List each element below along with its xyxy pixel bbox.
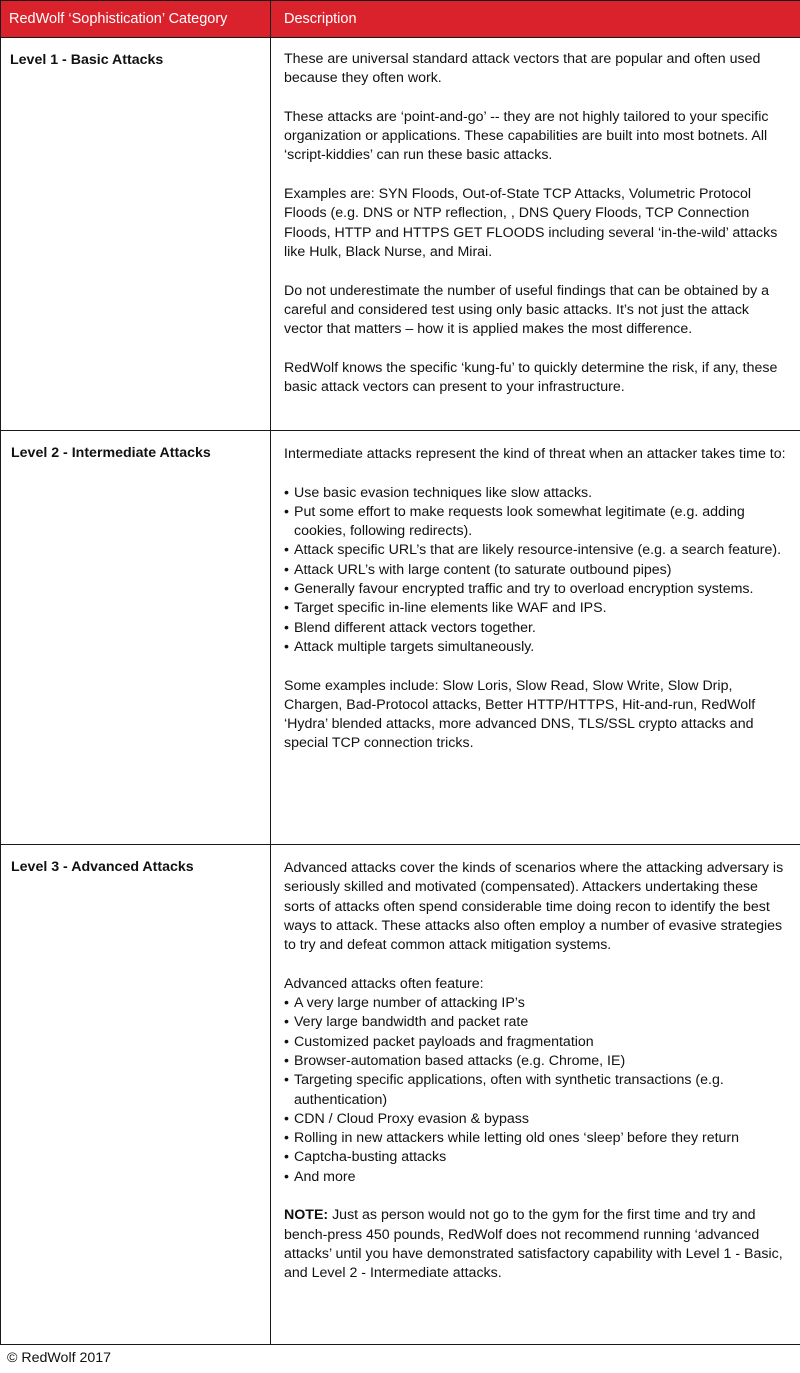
list-item: • Use basic evasion techniques like slow attacks. bbox=[284, 484, 790, 503]
bullet-icon: • bbox=[284, 503, 289, 520]
list-item: • Generally favour encrypted traffic and try to overload encryption systems. bbox=[284, 580, 790, 599]
level-2-examples: Some examples include: Slow Loris, Slow Read, Slow Write, Slow Drip, Chargen, Bad-Protocol attacks, Better HTTP/HTTPS, Hit-and-run, RedWolf ‘Hydra’ blended attacks, more advanced DNS, TLS/SSL crypto attacks and special TCP connection tricks. bbox=[284, 677, 756, 752]
bullet-icon: • bbox=[284, 581, 289, 598]
bullet-icon: • bbox=[284, 995, 289, 1012]
list-item: • Attack URL’s with large content (to saturate outbound pipes) bbox=[284, 561, 790, 580]
level-3-bullet-list bbox=[284, 994, 790, 1187]
level-3-label: Level 3 - Advanced Attacks bbox=[1, 845, 271, 1345]
level-1-description bbox=[271, 38, 800, 431]
level-1-paragraph: RedWolf knows the specific ‘kung-fu’ to quickly determine the risk, if any, these basic attack vectors can present to your infrastructure. bbox=[284, 359, 778, 396]
table-row-level-3 bbox=[1, 845, 800, 1345]
table-row-level-2 bbox=[1, 431, 800, 845]
column-header-category: RedWolf ‘Sophistication’ Category bbox=[1, 1, 271, 38]
table-header-row bbox=[1, 1, 800, 38]
bullet-icon: • bbox=[284, 1052, 289, 1069]
level-1-examples: Examples are: SYN Floods, Out-of-State TCP Attacks, Volumetric Protocol Floods (e.g. DNS or NTP reflection, , DNS Query Floods, TCP Connection Floods, HTTP and HTTPS GET FLOODS including several ‘in-the-wild’ attacks like Hulk, Black Nurse, and Mirai. bbox=[284, 186, 778, 260]
bullet-icon: • bbox=[284, 600, 289, 617]
list-item: • Targeting specific applications, often with synthetic transactions (e.g. authentication) bbox=[284, 1072, 724, 1108]
level-3-description bbox=[271, 845, 800, 1345]
bullet-icon: • bbox=[284, 561, 289, 578]
level-3-intro: Advanced attacks cover the kinds of scenarios where the attacking adversary is seriously skilled and motivated (compensated). Attackers undertaking these sorts of attacks often spend considerable time doing recon to identify the best ways to attack. These attacks also often employ a number of evasive strategies to try and defeat common attack mitigation systems. bbox=[284, 860, 784, 954]
level-2-bullet-list bbox=[284, 484, 790, 658]
list-item: • Attack multiple targets simultaneously. bbox=[284, 638, 790, 657]
bullet-icon: • bbox=[284, 1072, 289, 1089]
list-item: • Blend different attack vectors together. bbox=[284, 619, 790, 638]
list-item: • Attack specific URL’s that are likely resource-intensive (e.g. a search feature). bbox=[284, 541, 790, 560]
level-1-paragraph: These are universal standard attack vectors that are popular and often used because they often work. bbox=[284, 51, 761, 87]
bullet-icon: • bbox=[284, 1014, 289, 1031]
level-3-feature-heading: Advanced attacks often feature: bbox=[284, 975, 484, 992]
bullet-icon: • bbox=[284, 1033, 289, 1050]
bullet-icon: • bbox=[284, 619, 289, 636]
level-1-label: Level 1 - Basic Attacks bbox=[1, 38, 271, 431]
level-2-label: Level 2 - Intermediate Attacks bbox=[1, 431, 271, 845]
level-2-description bbox=[271, 431, 800, 845]
bullet-icon: • bbox=[284, 638, 289, 655]
list-item: • Put some effort to make requests look somewhat legitimate (e.g. adding cookies, following redirects). bbox=[284, 503, 745, 540]
level-1-paragraph: These attacks are ‘point-and-go’ -- they are not highly tailored to your specific organization or applications. These capabilities are built into most botnets. All ‘script-kiddies’ can run these basic attacks. bbox=[284, 108, 769, 164]
bullet-icon: • bbox=[284, 1110, 289, 1127]
list-item: • Customized packet payloads and fragmentation bbox=[284, 1033, 790, 1052]
column-header-description: Description bbox=[271, 1, 800, 38]
level-1-paragraph: Do not underestimate the number of useful findings that can be obtained by a careful and considered test using only basic attacks. It’s not just the attack vector that matters – how it is applied makes the most difference. bbox=[284, 282, 770, 338]
list-item: • Captcha-busting attacks bbox=[284, 1148, 790, 1167]
bullet-icon: • bbox=[284, 542, 289, 559]
level-2-intro: Intermediate attacks represent the kind of threat when an attacker takes time to: bbox=[284, 446, 786, 462]
bullet-icon: • bbox=[284, 1168, 289, 1185]
note-text: Just as person would not go to the gym for the first time and try and bench-press 450 pounds, RedWolf does not recommend running ‘advanced attacks’ until you have demonstrated satisfactory capability with Level 1 - Basic, and Level 2 - Intermediate attacks. bbox=[284, 1207, 783, 1282]
list-item: • A very large number of attacking IP’s bbox=[284, 994, 790, 1013]
list-item: • Target specific in-line elements like WAF and IPS. bbox=[284, 599, 790, 618]
bullet-icon: • bbox=[284, 484, 289, 501]
list-item: • Rolling in new attackers while letting old ones ‘sleep’ before they return bbox=[284, 1129, 790, 1148]
list-item: • Very large bandwidth and packet rate bbox=[284, 1013, 790, 1032]
bullet-icon: • bbox=[284, 1149, 289, 1166]
copyright-footer: © RedWolf 2017 bbox=[7, 1350, 112, 1366]
level-3-note bbox=[284, 1206, 790, 1283]
list-item: • Browser-automation based attacks (e.g. Chrome, IE) bbox=[284, 1052, 790, 1071]
list-item: • CDN / Cloud Proxy evasion & bypass bbox=[284, 1110, 790, 1129]
note-label: NOTE: bbox=[284, 1207, 329, 1224]
table-row-level-1 bbox=[1, 38, 800, 431]
bullet-icon: • bbox=[284, 1130, 289, 1147]
list-item: • And more bbox=[284, 1168, 790, 1187]
